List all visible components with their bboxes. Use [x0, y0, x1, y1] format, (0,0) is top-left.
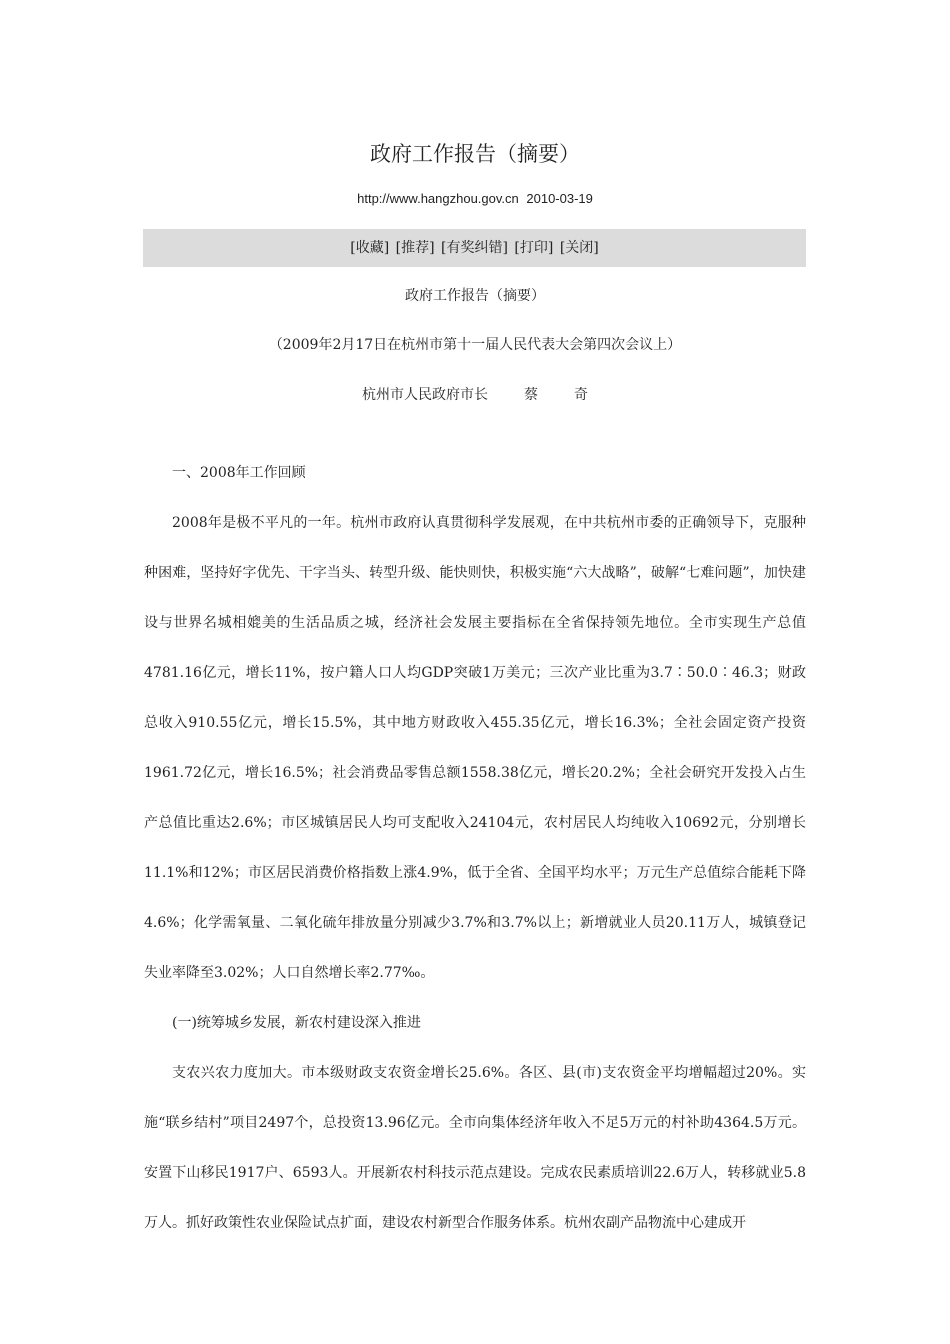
report-body	[144, 448, 806, 1248]
meeting-info: （2009年2月17日在杭州市第十一届人民代表大会第四次会议上）	[268, 337, 682, 353]
body-paragraph: 2008年是极不平凡的一年。杭州市政府认真贯彻科学发展观，在中共杭州市委的正确领导下，克服种种困难，坚持好字优先、干字当头、转型升级、能快则快，积极实施“六大战略”，破解“七难问题”，加快建设与世界名城相媲美的生活品质之城，经济社会发展主要指标在全省保持领先地位。全市实现生产总值4781.16亿元，增长11%，按户籍人口人均GDP突破1万美元；三次产业比重为3.7∶50.0∶46.3；财政总收入910.55亿元，增长15.5%，其中地方财政收入455.35亿元，增长16.3%；全社会固定资产投资1961.72亿元，增长16.5%；社会消费品零售总额1558.38亿元，增长20.2%；全社会研究开发投入占生产总值比重达2.6%；市区城镇居民人均可支配收入24104元，农村居民人均纯收入10692元，分别增长11.1%和12%；市区居民消费价格指数上涨4.9%，低于全省、全国平均水平；万元生产总值综合能耗下降4.6%；化学需氧量、二氧化硫年排放量分别减少3.7%和3.7%以上；新增就业人员20.11万人，城镇登记失业率降至3.02%；人口自然增长率2.77‰。	[144, 515, 806, 981]
subsection-heading: (一)统筹城乡发展，新农村建设深入推进	[172, 1015, 421, 1031]
body-paragraph: 支农兴农力度加大。市本级财政支农资金增长25.6%。各区、县(市)支农资金平均增幅超过20%。实施“联乡结村”项目2497个，总投资13.96亿元。全市向集体经济年收入不足5万元的村补助4364.5万元。安置下山移民1917户、6593人。开展新农村科技示范点建设。完成农民素质培训22.6万人，转移就业5.8万人。抓好政策性农业保险试点扩面，建设农村新型合作服务体系。杭州农副产品物流中心建成开	[144, 1065, 806, 1231]
source-line	[0, 190, 950, 208]
page-title: 政府工作报告（摘要）	[370, 142, 580, 166]
report-error-link[interactable]: [有奖纠错]	[441, 240, 508, 256]
article-toolbar	[143, 229, 806, 267]
source-url: http://www.hangzhou.gov.cn	[357, 191, 519, 206]
report-subtitle: 政府工作报告（摘要）	[405, 288, 545, 304]
author-name-first: 蔡	[524, 387, 538, 403]
publish-date: 2010-03-19	[526, 191, 593, 206]
author-name-second: 奇	[574, 387, 588, 403]
close-link[interactable]: [关闭]	[559, 240, 599, 256]
favorite-link[interactable]: [收藏]	[350, 240, 390, 256]
recommend-link[interactable]: [推荐]	[395, 240, 435, 256]
author-role: 杭州市人民政府市长	[362, 387, 488, 403]
print-link[interactable]: [打印]	[514, 240, 554, 256]
section-heading: 一、2008年工作回顾	[172, 465, 306, 481]
author-line	[0, 385, 950, 405]
